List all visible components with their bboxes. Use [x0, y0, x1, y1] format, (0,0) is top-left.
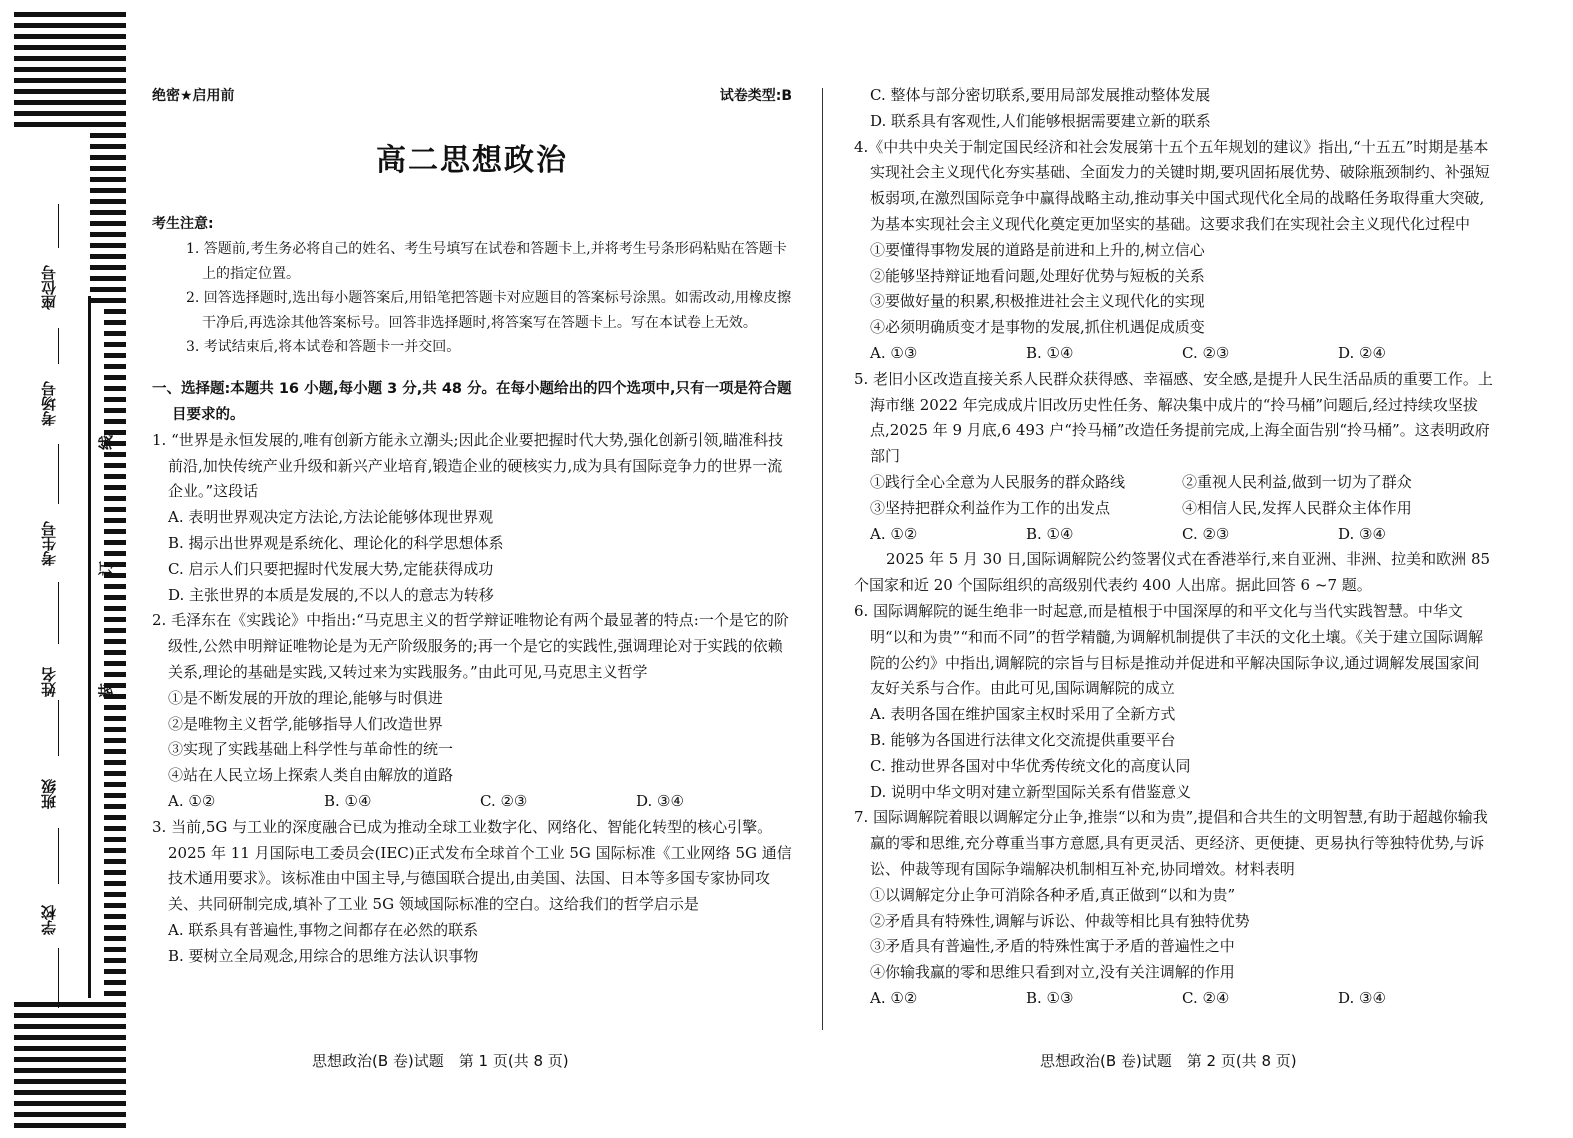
- field-line: [58, 828, 59, 884]
- question-1-option: D. 主张世界的本质是发展的,不以人的意志为转移: [168, 585, 494, 604]
- field-school: 学校: [40, 905, 58, 935]
- page-2: [854, 83, 1494, 1012]
- notice-item: 2. 回答选择题时,选出每小题答案后,用铅笔把答题卡对应题目的答案标号涂黑。如需改动,用橡皮擦干净后,再选涂其他答案标号。回答非选择题时,将答案写在答题卡上。写在本试卷上无效。: [186, 290, 792, 331]
- question-2-stem: 2. 毛泽东在《实践论》中指出:“马克思主义的哲学辩证唯物论有两个最显著的特点:一个是它的阶级性,公然申明辩证唯物论是为无产阶级服务的;再一个是它的实践性,强调理论对于实践的依赖关系,理论的基础是实践,又转过来为实践服务。”由此可见,马克思主义哲学: [152, 611, 789, 682]
- option-a: A. ①③: [870, 343, 918, 362]
- field-line: [58, 582, 59, 644]
- section-heading: 一、选择题:本题共 16 小题,每小题 3 分,共 48 分。在每小题给出的四个选项中,只有一项是符合题目要求的。: [152, 380, 792, 423]
- page-1: [152, 82, 792, 970]
- question-5-stem: 5. 老旧小区改造直接关系人民群众获得感、幸福感、安全感,是提升人民生活品质的重要工作。上海市继 2022 年完成成片旧改历史性任务、解决集中成片的“拎马桶”问题后,经过持续攻坚拔点,2025 年 9 月底,6 493 户“拎马桶”改造任务提前完成,上海全面告别“拎马桶”。这表明政府部门: [854, 369, 1493, 466]
- binding-stripe: [104, 364, 126, 369]
- binding-char-zhuang: 装: [97, 682, 116, 699]
- field-class: 班级: [40, 779, 58, 809]
- binding-stripe: [104, 595, 126, 600]
- question-5-items-row: [854, 470, 1494, 496]
- question-3-option: C. 整体与部分密切联系,要用局部发展推动整体发展: [870, 86, 1211, 104]
- binding-stripe: [104, 804, 126, 809]
- question-3-stem: 3. 当前,5G 与工业的深度融合已成为推动全球工业数字化、网络化、智能化转型的核心引擎。2025 年 11 月国际电工委员会(IEC)正式发布全球首个工业 5G 国际标准《工业网络 5G 通信技术通用要求》。该标准由中国主导,与德国联合提出,由美国、法国、日本等多国专家协同攻关、共同研制完成,填补了工业 5G 领域国际标准的空白。这给我们的哲学启示是: [152, 817, 792, 914]
- question-2-item: ④站在人民立场上探索人类自由解放的道路: [168, 766, 454, 785]
- field-line: [58, 328, 59, 364]
- binding-stripe: [14, 1112, 126, 1117]
- binding-stripe: [14, 1057, 126, 1062]
- binding-stripe: [14, 1046, 126, 1051]
- binding-stripe: [104, 639, 126, 644]
- binding-stripe: [14, 100, 126, 105]
- question-2-item: ③实现了实践基础上科学性与革命性的统一: [168, 740, 454, 759]
- binding-stripe: [104, 540, 126, 545]
- question-7-item: ③矛盾具有普遍性,矛盾的特殊性寓于矛盾的普遍性之中: [870, 937, 1235, 956]
- binding-stripe: [104, 397, 126, 402]
- question-2-options: [152, 789, 792, 815]
- binding-stripe: [104, 463, 126, 468]
- question-6-option: D. 说明中华文明对建立新型国际关系有借鉴意义: [870, 782, 1192, 801]
- binding-stripe: [104, 826, 126, 831]
- binding-stripe: [90, 243, 126, 248]
- field-line: [58, 948, 59, 1008]
- binding-char-ding: 订: [97, 560, 116, 577]
- secret-label: 绝密★启用前: [152, 88, 235, 104]
- binding-stripe: [104, 815, 126, 820]
- binding-stripe: [90, 177, 126, 182]
- binding-stripe: [14, 1079, 126, 1084]
- binding-stripe: [104, 309, 126, 314]
- binding-stripe: [104, 881, 126, 886]
- option-b: B. ①④: [1026, 343, 1074, 362]
- question-6-stem: 6. 国际调解院的诞生绝非一时起意,而是植根于中国深厚的和平文化与当代实践智慧。中华文明“以和为贵”“和而不同”的哲学精髓,为调解机制提供了丰沃的文化土壤。《关于建立国际调解院的公约》中指出,调解院的宗旨与目标是推动并促进和平解决国际争议,通过调解发展国家间友好关系与合作。由此可见,国际调解院的成立: [854, 601, 1483, 698]
- question-4-item: ④必须明确质变才是事物的发展,抓住机遇促成质变: [870, 318, 1205, 337]
- binding-stripe: [104, 551, 126, 556]
- binding-stripe: [104, 419, 126, 424]
- option-a: A. ①②: [870, 524, 918, 543]
- binding-stripe: [14, 1035, 126, 1040]
- question-7-stem: 7. 国际调解院着眼以调解定分止争,推崇“以和为贵”,提倡和合共生的文明智慧,有助于超越你输我赢的零和思维,充分尊重当事方意愿,具有更灵活、更经济、更便捷、更易执行等独特优势,与诉讼、仲裁等现有国际争端解决机制相互补充,协同增效。材料表明: [854, 808, 1488, 878]
- binding-stripe: [104, 859, 126, 864]
- question-5-item: ④相信人民,发挥人民群众主体作用: [1182, 498, 1412, 517]
- binding-stripe: [104, 870, 126, 875]
- binding-stripe: [90, 210, 126, 215]
- binding-stripe: [104, 914, 126, 919]
- question-4-options: [854, 341, 1494, 367]
- binding-stripe: [104, 606, 126, 611]
- binding-stripe: [14, 78, 126, 83]
- question-7-item: ①以调解定分止争可消除各种矛盾,真正做到“以和为贵”: [870, 885, 1236, 904]
- binding-stripe: [104, 617, 126, 622]
- question-6-option: A. 表明各国在维护国家主权时采用了全新方式: [870, 705, 1176, 724]
- question-5-options: [854, 522, 1494, 548]
- binding-stripe: [104, 705, 126, 710]
- binding-stripe: [104, 474, 126, 479]
- question-5-item: ③坚持把群众利益作为工作的出发点: [870, 498, 1111, 517]
- binding-stripe: [14, 1013, 126, 1018]
- binding-stripe: [14, 12, 126, 17]
- binding-stripe: [104, 496, 126, 501]
- binding-stripe: [104, 892, 126, 897]
- binding-stripe: [14, 89, 126, 94]
- binding-stripe: [90, 265, 126, 270]
- binding-stripe: [104, 584, 126, 589]
- binding-stripe: [104, 353, 126, 358]
- option-c: C. ②③: [480, 792, 528, 811]
- binding-stripe: [14, 1002, 126, 1007]
- field-candidate-number: 考生号: [40, 521, 58, 567]
- binding-stripe: [90, 188, 126, 193]
- binding-stripe: [14, 1123, 126, 1128]
- binding-stripe: [104, 628, 126, 633]
- notice-item: 3. 考试结束后,将本试卷和答题卡一并交回。: [186, 339, 461, 356]
- question-4-stem: 4.《中共中央关于制定国民经济和社会发展第十五个五年规划的建议》指出,“十五五”时期是基本实现社会主义现代化夯实基础、全面发力的关键时期,要巩固拓展优势、破除瓶颈制约、补强短板弱项,在激烈国际竞争中赢得战略主动,推动事关中国式现代化全局的战略任务取得重大突破,为基本实现社会主义现代化奠定更加坚实的基础。这要求我们在实现社会主义现代化过程中: [854, 137, 1490, 233]
- column-divider: [822, 88, 823, 1030]
- question-4-item: ③要做好量的积累,积极推进社会主义现代化的实现: [870, 292, 1205, 311]
- binding-stripe: [90, 144, 126, 149]
- question-6-option: B. 能够为各国进行法律文化交流提供重要平台: [870, 730, 1176, 749]
- binding-stripe: [90, 276, 126, 281]
- question-3-option: B. 要树立全局观念,用综合的思维方法认识事物: [168, 946, 479, 965]
- binding-stripe: [104, 848, 126, 853]
- question-7-options: [854, 986, 1494, 1012]
- binding-stripe: [90, 221, 126, 226]
- question-6-option: C. 推动世界各国对中华优秀传统文化的高度认同: [870, 756, 1191, 775]
- binding-stripe: [14, 67, 126, 72]
- binding-stripe: [90, 155, 126, 160]
- binding-stripe: [104, 529, 126, 534]
- binding-char-xian: 线: [97, 434, 116, 451]
- binding-stripe: [104, 980, 126, 985]
- binding-stripe: [14, 23, 126, 28]
- option-c: C. ②③: [1182, 524, 1230, 543]
- binding-stripe: [14, 34, 126, 39]
- field-line: [58, 444, 59, 504]
- option-b: B. ①④: [1026, 524, 1074, 543]
- option-a: A. ①②: [168, 792, 216, 811]
- binding-stripe: [104, 958, 126, 963]
- binding-stripe: [90, 254, 126, 259]
- binding-stripe: [90, 166, 126, 171]
- binding-stripe: [90, 232, 126, 237]
- option-b: B. ①③: [1026, 988, 1074, 1007]
- question-4-item: ①要懂得事物发展的道路是前进和上升的,树立信心: [870, 240, 1205, 259]
- binding-stripe: [14, 122, 126, 127]
- page-title: 高二思想政治: [376, 142, 568, 178]
- binding-stripe: [104, 771, 126, 776]
- field-name: 姓名: [40, 667, 58, 697]
- binding-stripe: [104, 661, 126, 666]
- binding-stripe: [14, 1090, 126, 1095]
- binding-stripe: [90, 298, 126, 303]
- binding-stripe: [90, 287, 126, 292]
- binding-stripe: [104, 672, 126, 677]
- option-d: D. ③④: [1338, 988, 1386, 1007]
- notice-heading: 考生注意:: [152, 215, 214, 232]
- binding-stripe: [104, 375, 126, 380]
- binding-stripe: [104, 947, 126, 952]
- binding-stripe: [14, 45, 126, 50]
- question-2-item: ②是唯物主义哲学,能够指导人们改造世界: [168, 714, 443, 733]
- page-2-footer: 思想政治(B 卷)试题 第 2 页(共 8 页): [1040, 1052, 1297, 1070]
- binding-stripe: [104, 991, 126, 996]
- question-2-item: ①是不断发展的开放的理论,能够与时俱进: [168, 688, 443, 707]
- binding-spine: [88, 296, 91, 998]
- binding-stripe: [104, 969, 126, 974]
- option-d: D. ③④: [1338, 524, 1386, 543]
- binding-stripe: [90, 199, 126, 204]
- question-1-option: A. 表明世界观决定方法论,方法论能够体现世界观: [168, 508, 494, 527]
- question-1-option: C. 启示人们只要把握时代发展大势,定能获得成功: [168, 559, 494, 578]
- option-d: D. ③④: [636, 792, 684, 811]
- binding-stripe: [14, 56, 126, 61]
- question-7-item: ④你输我赢的零和思维只看到对立,没有关注调解的作用: [870, 963, 1235, 982]
- binding-stripe: [104, 518, 126, 523]
- binding-stripe: [14, 1024, 126, 1029]
- binding-stripe: [104, 452, 126, 457]
- binding-stripe: [104, 903, 126, 908]
- binding-stripe: [14, 1101, 126, 1106]
- binding-stripe: [104, 507, 126, 512]
- question-5-item: ②重视人民利益,做到一切为了群众: [1182, 472, 1412, 491]
- material-paragraph: 2025 年 5 月 30 日,国际调解院公约签署仪式在香港举行,来自亚洲、非洲、拉美和欧洲 85 个国家和近 20 个国际组织的高级别代表约 400 人出席。据此回答 6 ~7 题。: [854, 550, 1491, 595]
- field-line: [58, 204, 59, 248]
- binding-stripe: [104, 727, 126, 732]
- binding-stripe: [104, 793, 126, 798]
- binding-stripe: [104, 320, 126, 325]
- question-1-option: B. 揭示出世界观是系统化、理论化的科学思想体系: [168, 534, 504, 553]
- question-3-option: A. 联系具有普遍性,事物之间都存在必然的联系: [168, 921, 479, 940]
- option-c: C. ②③: [1182, 343, 1230, 362]
- question-3-option: D. 联系具有客观性,人们能够根据需要建立新的联系: [870, 111, 1211, 130]
- notice-item: 1. 答题前,考生务必将自己的姓名、考生号填写在试卷和答题卡上,并将考生号条形码粘贴在答题卡上的指定位置。: [186, 241, 787, 282]
- binding-stripe: [14, 111, 126, 116]
- question-5-items-row: [854, 496, 1494, 522]
- option-a: A. ①②: [870, 988, 918, 1007]
- option-b: B. ①④: [324, 792, 372, 811]
- binding-stripe: [104, 342, 126, 347]
- binding-stripe: [104, 837, 126, 842]
- field-seat-number: 座位号: [40, 265, 58, 311]
- binding-stripe: [90, 133, 126, 138]
- binding-stripe: [104, 760, 126, 765]
- paper-type-label: 试卷类型:B: [719, 88, 792, 104]
- option-d: D. ②④: [1338, 343, 1386, 362]
- binding-stripe: [104, 650, 126, 655]
- option-c: C. ②④: [1182, 988, 1230, 1007]
- question-1-stem: 1. “世界是永恒发展的,唯有创新方能永立潮头;因此企业要把握时代大势,强化创新引领,瞄准科技前沿,加快传统产业升级和新兴产业培育,锻造企业的硬核实力,成为具有国际竞争力的世界一流企业。”这段话: [152, 430, 784, 501]
- binding-stripe: [104, 386, 126, 391]
- field-exam-room: 考场号: [40, 381, 58, 427]
- binding-stripe: [104, 749, 126, 754]
- page-1-footer: 思想政治(B 卷)试题 第 1 页(共 8 页): [312, 1052, 569, 1070]
- page-header: [152, 84, 792, 110]
- binding-stripe: [104, 936, 126, 941]
- binding-stripe: [14, 1068, 126, 1073]
- binding-stripe: [104, 716, 126, 721]
- binding-stripe: [104, 485, 126, 490]
- binding-stripe: [104, 408, 126, 413]
- binding-stripe: [104, 925, 126, 930]
- question-7-item: ②矛盾具有特殊性,调解与诉讼、仲裁等相比具有独特优势: [870, 911, 1250, 930]
- binding-stripe: [104, 331, 126, 336]
- notice: [152, 212, 792, 360]
- question-4-item: ②能够坚持辩证地看问题,处理好优势与短板的关系: [870, 266, 1205, 285]
- binding-stripe: [104, 738, 126, 743]
- question-5-item: ①践行全心全意为人民服务的群众路线: [870, 472, 1126, 491]
- binding-stripe: [104, 782, 126, 787]
